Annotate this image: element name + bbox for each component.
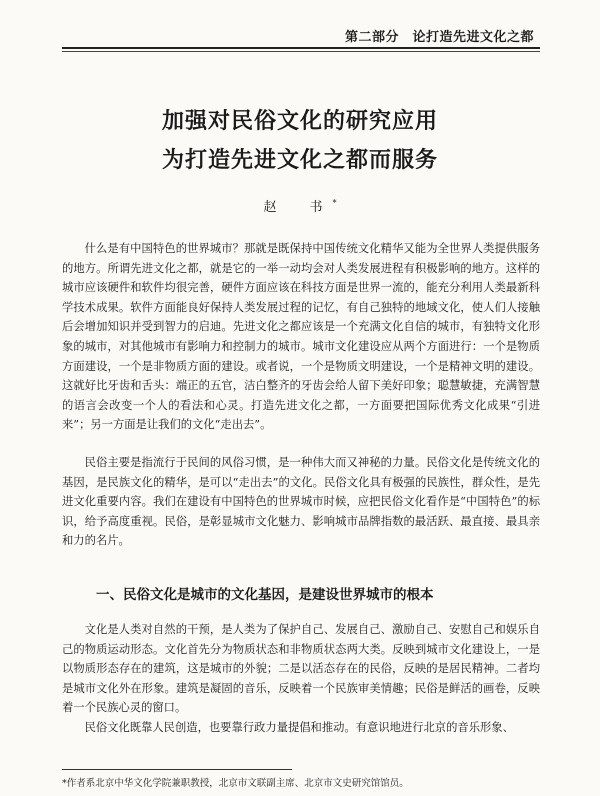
- footnote: *作者系北京中华文化学院兼职教授，北京市文联副主席、北京市文史研究馆馆员。: [62, 778, 409, 789]
- section-heading: 一、民俗文化是城市的文化基因，是建设世界城市的根本: [96, 587, 434, 603]
- section-one-body: [62, 620, 540, 738]
- header-rule: [62, 47, 540, 49]
- author-footnote-mark: *: [332, 198, 337, 208]
- author-line: [0, 196, 600, 215]
- folk-section: [62, 453, 540, 551]
- paragraph: 民俗主要是指流行于民间的风俗习惯，是一种伟大而又神秘的力量。民俗文化是传统文化的基因，是民族文化的精华，是可以“走出去”的文化。民俗文化具有极强的民族性，群众性，是先进文化重要内容。我们在建设有中国特色的世界城市时候，应把民俗文化看作是“中国特色”的标识，给予高度重视。民俗，是彰显城市文化魅力、影响城市品牌指数的最活跃、最直接、最具亲和力的名片。: [62, 456, 540, 548]
- running-header: 第二部分 论打造先进文化之都: [344, 30, 534, 45]
- intro-section: [62, 239, 540, 435]
- author-name: 赵 书: [263, 200, 333, 215]
- article-title-line-2: 为打造先进文化之都而服务: [161, 147, 438, 173]
- paragraph: 文化是人类对自然的干预，是人类为了保护自己、发展自己、激励自己、安慰自己和娱乐自己的物质运动形态。文化首先分为物质状态和非物质状态两大类。反映到城市文化建设上，一是以物质形态存在的建筑，这是城市的外貌；二是以活态存在的民俗，反映的是居民精神。二者均是城市文化外在形象。建筑是凝固的音乐，反映着一个民族审美情趣；民俗是鲜活的画卷，反映着一个民族心灵的窗口。: [62, 623, 540, 715]
- header-rule-thin: [62, 51, 540, 52]
- paragraph: 什么是有中国特色的世界城市？那就是既保持中国传统文化精华又能为全世界人类提供服务的地方。所谓先进文化之都，就是它的一举一动均会对人类发展进程有积极影响的地方。这样的城市应该硬件和软件均很完善，硬件方面应该在科技方面是世界一流的，能充分利用人类最新科学技术成果。软件方面能良好保持人类发展过程的记忆，有自己独特的地域文化，使人们人接触后会增加知识并受到智力的启迪。先进文化之都应该是一个充满文化自信的城市，有独特文化形象的城市，对其他城市有影响力和控制力的城市。城市文化建设应从两个方面进行：一个是物质方面建设，一个是非物质方面的建设。或者说，一个是物质文明建设，一个是精神文明的建设。这就好比牙齿和舌头：端正的五官，洁白整齐的牙齿会给人留下美好印象；聪慧敏捷，充满智慧的语言会改变一个人的看法和心灵。打造先进文化之都，一方面要把国际优秀文化成果“引进来”；另一方面是让我们的文化“走出去”。: [62, 242, 540, 432]
- article-title-line-1: 加强对民俗文化的研究应用: [161, 108, 438, 134]
- paragraph: 民俗文化既靠人民创造，也要靠行政力量提倡和推动。有意识地进行北京的音乐形象、: [84, 720, 514, 734]
- footnote-rule: [62, 769, 292, 770]
